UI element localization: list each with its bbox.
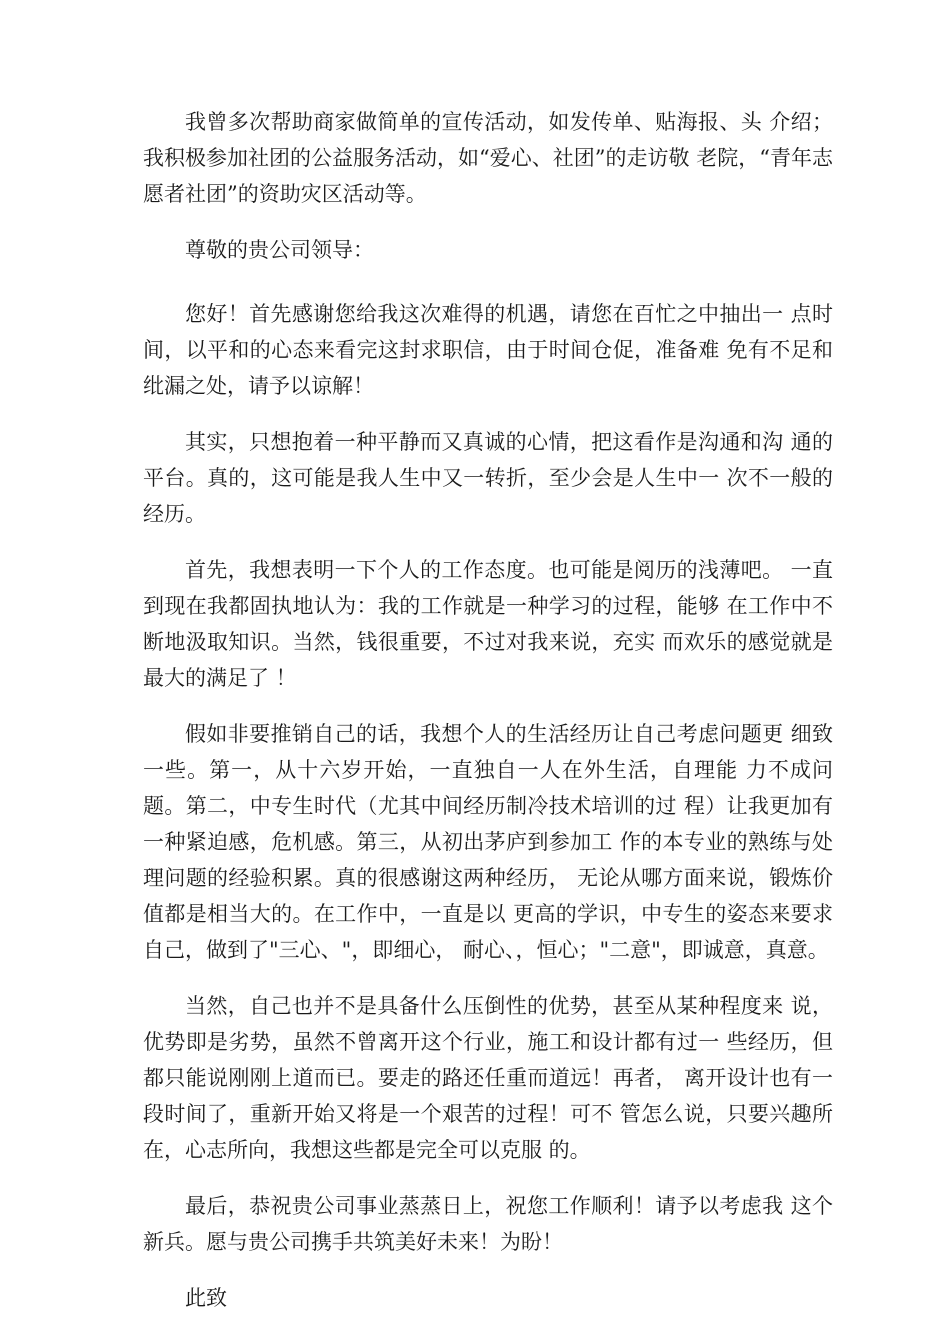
paragraph-work-attitude: 首先，我想表明一下个人的工作态度。也可能是阅历的浅薄吧。 一直到现在我都固执地认为：我的工作就是一种学习的过程，能够 在工作中不断地汲取知识。当然，钱很重要，不过对我来说，充实 而欢乐的感觉就是最大的满足了 ！ xyxy=(143,558,833,690)
paragraph-experience: 假如非要推销自己的话，我想个人的生活经历让自己考虑问题更 细致一些。第一，从十六岁开始，一直独自一人在外生活，自理能 力不成问题。第二，中专生时代（尤其中间经历制冷技术培训的过 程）让我更加有一种紧迫感，危机感。第三，从初出茅庐到参加工 作的本专业的熟练与处理问题的经验积累。真的很感谢这两种经历， 无论从哪方面来说，锻炼价值都是相当大的。在工作中，一直是以 更高的学识，中专生的姿态来要求自己，做到了"三心、"，即细心， 耐心、，恒心；"二意"，即诚意，真意。 xyxy=(143,722,833,962)
paragraph-greeting: 您好！首先感谢您给我这次难得的机遇，请您在百忙之中抽出一 点时间，以平和的心态来看完这封求职信，由于时间仓促，准备难 免有不足和纰漏之处，请予以谅解！ xyxy=(143,302,833,398)
paragraph-sincerity: 其实，只想抱着一种平静而又真诚的心情，把这看作是沟通和沟 通的平台。真的，这可能是我人生中又一转折，至少会是人生中一 次不一般的经历。 xyxy=(143,430,833,526)
salutation: 尊敬的贵公司领导： xyxy=(185,238,374,262)
closing-phrase: 此致 xyxy=(185,1286,227,1310)
paragraph-closing-wishes: 最后，恭祝贵公司事业蒸蒸日上，祝您工作顺利！请予以考虑我 这个新兵。愿与贵公司携手共筑美好未来！为盼！ xyxy=(143,1194,833,1254)
paragraph-weaknesses: 当然，自己也并不是具备什么压倒性的优势，甚至从某种程度来 说，优势即是劣势，虽然不曾离开这个行业，施工和设计都有过一 些经历，但都只能说刚刚上道而已。要走的路还任重而道远！再者， 离开设计也有一段时间了，重新开始又将是一个艰苦的过程！可不 管怎么说，只要兴趣所在，心志所向，我想这些都是完全可以克服 的。 xyxy=(143,994,833,1162)
paragraph-promotion-activities: 我曾多次帮助商家做简单的宣传活动，如发传单、贴海报、头 介绍；我积极参加社团的公益服务活动，如“爱心、社团”的走访敬 老院，“青年志愿者社团”的资助灾区活动等。 xyxy=(143,110,833,206)
letter-body xyxy=(143,104,833,1336)
